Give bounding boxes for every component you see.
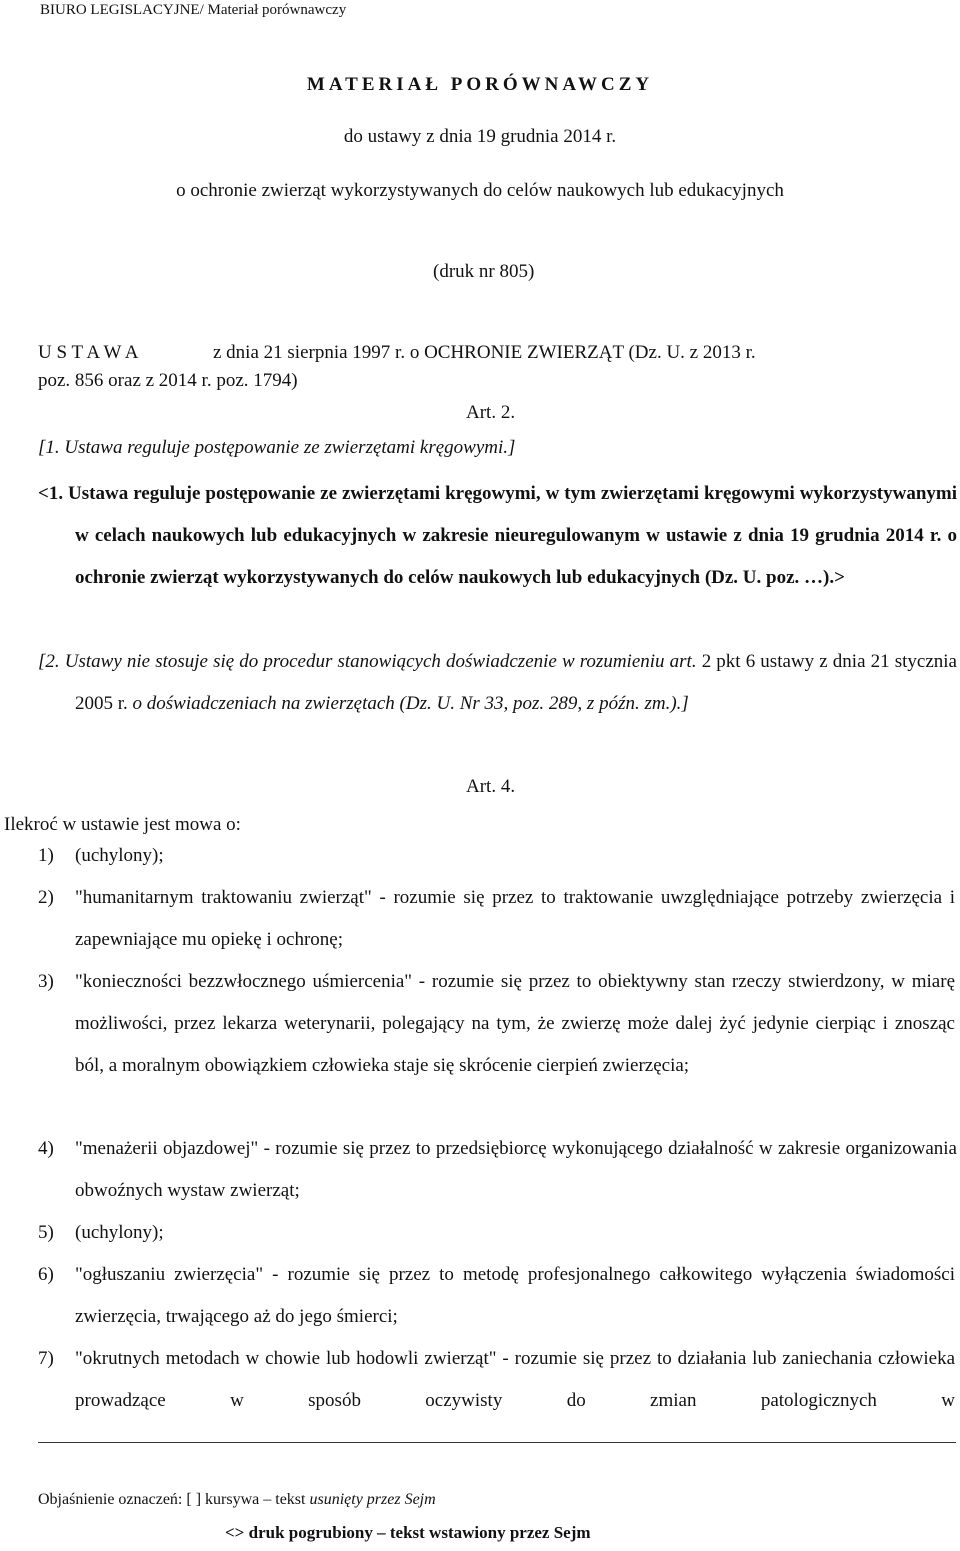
art4-item5-text: (uchylony); xyxy=(75,1222,164,1243)
art4-item5-num: 5) xyxy=(38,1222,54,1243)
art4-item7-text: "okrutnych metodach w chowie lub hodowli zwierząt" - rozumie się przez to działania lub zaniechania człowieka prowadzące w sposób oczywisty do zmian patologicznych w xyxy=(75,1348,955,1411)
art4-item6-text: "ogłuszaniu zwierzęcia" - rozumie się przez to metodę profesjonalnego całkowitego wyłączenia świadomości zwierzęcia, trwającego aż do jego śmierci; xyxy=(75,1264,955,1327)
art4-item6-num: 6) xyxy=(38,1264,54,1285)
art4-item4-text: "menażerii objazdowej" - rozumie się przez to przedsiębiorcę wykonującego działalność w zakresie organizowania obwoźnych wystaw zwierząt; xyxy=(75,1138,957,1201)
legend-deleted-note: usunięty przez Sejm xyxy=(309,1491,436,1508)
footer-legend-line1 xyxy=(38,1491,436,1509)
art2-p2-part-b: 2 pkt 6 ustawy z dnia 21 stycznia 2005 r. xyxy=(75,651,957,714)
art4-item1-num: 1) xyxy=(38,845,54,866)
legend-deleted-desc: [ ] kursywa – tekst xyxy=(182,1491,310,1508)
document-header: BIURO LEGISLACYJNE/ Materiał porównawczy xyxy=(40,2,347,18)
subtitle-line2: o ochronie zwierząt wykorzystywanych do celów naukowych lub edukacyjnych xyxy=(176,180,784,201)
legend-label: Objaśnienie oznaczeń: xyxy=(38,1491,183,1508)
art2-p1-inserted xyxy=(38,473,957,599)
ustawa-label: U S T A W A xyxy=(38,342,139,363)
art4-item3-num: 3) xyxy=(38,971,54,992)
art2-heading: Art. 2. xyxy=(466,402,516,423)
art4-item7-num: 7) xyxy=(38,1348,54,1369)
document-title: MATERIAŁ PORÓWNAWCZY xyxy=(306,74,654,95)
art2-p1-deleted: [1. Ustawa reguluje postępowanie ze zwierzętami kręgowymi.] xyxy=(38,437,516,458)
ustawa-desc-line1: z dnia 21 sierpnia 1997 r. o OCHRONIE ZWIERZĄT (Dz. U. z 2013 r. xyxy=(213,342,756,363)
art2-p2 xyxy=(38,641,957,725)
art4-intro: Ilekroć w ustawie jest mowa o: xyxy=(4,814,241,835)
ustawa-desc-line2: poz. 856 oraz z 2014 r. poz. 1794) xyxy=(38,370,298,391)
art2-p1-inserted-text: <1. Ustawa reguluje postępowanie ze zwierzętami kręgowymi, w tym zwierzętami kręgowymi wykorzystywanymi w celach naukowych lub edukacyjnych w zakresie nieuregulowanym w ustawie z dnia 19 grudnia 2014 r. o ochronie zwierząt wykorzystywanych do celów naukowych lub edukacyjnych (Dz. U. poz. …).> xyxy=(38,483,957,588)
art2-p2-part-c: o doświadczeniach na zwierzętach (Dz. U. Nr 33, poz. 289, z późn. zm.).] xyxy=(127,693,689,714)
subtitle-line1: do ustawy z dnia 19 grudnia 2014 r. xyxy=(343,126,617,147)
art2-p2-part-a: [2. Ustawy nie stosuje się do procedur stanowiących doświadczenie w rozumieniu art. xyxy=(38,651,697,672)
footer-divider xyxy=(38,1442,956,1443)
art4-item2-num: 2) xyxy=(38,887,54,908)
art4-item3-text: "konieczności bezzwłocznego uśmiercenia" - rozumie się przez to obiektywny stan rzeczy stwierdzony, w miarę możliwości, przez lekarza weterynarii, polegający na tym, że zwierzę może dalej żyć jedynie cierpiąc i znosząc ból, a moralnym obowiązkiem człowieka staje się skrócenie cierpień zwierzęcia; xyxy=(75,971,955,1076)
footer-legend-line2: <> druk pogrubiony – tekst wstawiony przez Sejm xyxy=(225,1523,591,1542)
art4-item4-num: 4) xyxy=(38,1138,54,1159)
druk-number: (druk nr 805) xyxy=(433,261,535,282)
art4-item2-text: "humanitarnym traktowaniu zwierząt" - rozumie się przez to traktowanie uwzględniające potrzeby zwierzęcia i zapewniające mu opiekę i ochronę; xyxy=(75,887,955,950)
art4-heading: Art. 4. xyxy=(466,776,516,797)
art4-item1-text: (uchylony); xyxy=(75,845,164,866)
